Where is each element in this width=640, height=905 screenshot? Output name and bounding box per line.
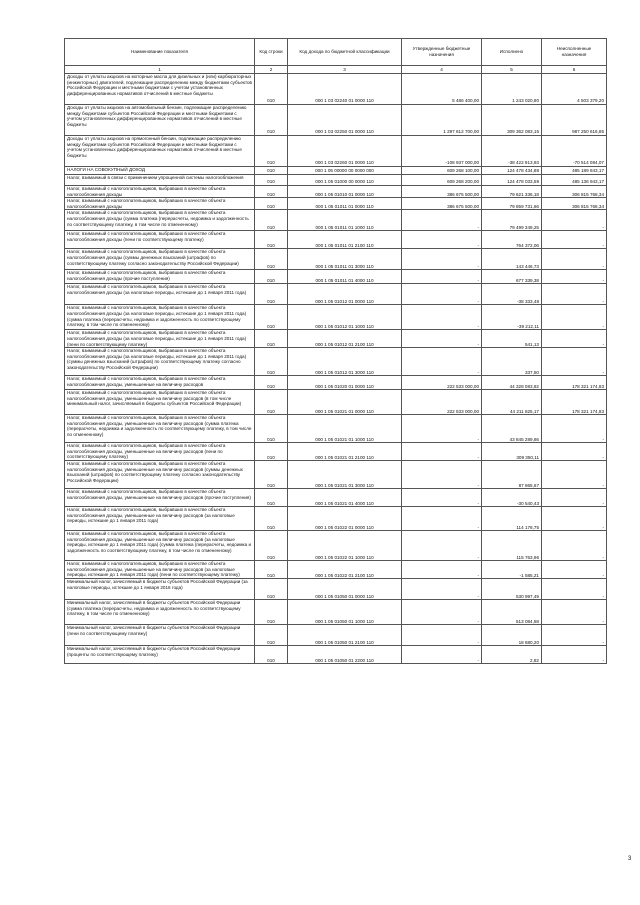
income-code: 000 1 05 01022 01 2100 110	[288, 561, 402, 579]
indicator-name: Налог, взимаемый с налогоплательщиков, выбравших в качестве объекта налогообложения доходы, уменьшенные на величину расходов (за налоговые периоды, истекшие до 1 января 2011 года) (пени по соответствующему платежу)	[65, 561, 255, 579]
approved-amount: -	[402, 305, 482, 330]
indicator-name: Налог, взимаемый с налогоплательщиков, выбравших в качестве объекта налогообложения доходы	[65, 198, 255, 210]
table-row	[65, 270, 607, 284]
line-code: 010	[255, 625, 288, 646]
unexecuted-amount: 178 321 174,83	[542, 376, 607, 390]
unexecuted-amount: 485 136 943,17	[542, 175, 607, 186]
indicator-name: Налог, взимаемый с налогоплательщиков, выбравших в качестве объекта налогообложения доходы (сумма платежа (перерасчеты, недоимка и задолженность по соответствующему платежу, в том числе по отмененному)	[65, 210, 255, 231]
column-number: 4	[402, 66, 482, 74]
executed-amount: 309 362 083,15	[482, 105, 542, 136]
table-row	[65, 167, 607, 175]
table-row	[65, 136, 607, 167]
executed-amount: 541,13	[482, 330, 542, 348]
unexecuted-amount: -	[542, 646, 607, 664]
column-number: 5	[482, 66, 542, 74]
unexecuted-amount: -	[542, 210, 607, 231]
table-row	[65, 390, 607, 415]
executed-amount: 43 845 289,86	[482, 415, 542, 443]
income-code: 000 1 05 01021 01 0000 110	[288, 390, 402, 415]
line-code: 010	[255, 348, 288, 376]
unexecuted-amount: -70 514 084,07	[542, 136, 607, 167]
approved-amount: -	[402, 415, 482, 443]
line-code: 010	[255, 415, 288, 443]
indicator-name: Минимальный налог, зачисляемый в бюджеты субъектов Российской Федерации (пени по соответствующему платежу)	[65, 625, 255, 646]
indicator-name: Налог, взимаемый с налогоплательщиков, выбравших в качестве объекта налогообложения доходы (прочие поступления)	[65, 270, 255, 284]
table-row	[65, 579, 607, 600]
table-row	[65, 489, 607, 507]
executed-amount: 44 328 083,82	[482, 376, 542, 390]
income-code: 000 1 05 01050 01 2200 110	[288, 646, 402, 664]
indicator-name: Налог, взимаемый с налогоплательщиков, выбравших в качестве объекта налогообложения доходы	[65, 186, 255, 198]
indicator-name: Налог, взимаемый с налогоплательщиков, выбравших в качестве объекта налогообложения доходы, уменьшенные на величину расходов (за налоговые периоды, истекшие до 1 января 2011 года)	[65, 507, 255, 531]
approved-amount: -	[402, 443, 482, 461]
column-number: 1	[65, 66, 255, 74]
approved-amount: 386 675 500,00	[402, 198, 482, 210]
income-code: 000 1 05 01022 01 0000 110	[288, 507, 402, 531]
approved-amount: 222 533 000,00	[402, 376, 482, 390]
income-code: 000 1 05 01011 01 0000 110	[288, 198, 402, 210]
line-code: 010	[255, 376, 288, 390]
unexecuted-amount: -	[542, 330, 607, 348]
table-row	[65, 231, 607, 249]
table-row	[65, 348, 607, 376]
executed-amount: 124 478 434,88	[482, 167, 542, 175]
approved-amount: 609 268 200,00	[402, 175, 482, 186]
approved-amount: 609 268 100,00	[402, 167, 482, 175]
income-code: 000 1 05 01021 01 4000 110	[288, 489, 402, 507]
line-code: 010	[255, 231, 288, 249]
line-code: 010	[255, 305, 288, 330]
header-line-code: Код строки	[255, 39, 288, 66]
table-row	[65, 531, 607, 561]
header-approved: Утвержденные бюджетные назначения	[402, 39, 482, 66]
line-code: 010	[255, 175, 288, 186]
executed-amount: -30 540,43	[482, 489, 542, 507]
executed-amount: 2,82	[482, 646, 542, 664]
approved-amount: -	[402, 249, 482, 270]
table-row	[65, 561, 607, 579]
line-code: 010	[255, 443, 288, 461]
line-code: 010	[255, 167, 288, 175]
income-code: 000 1 05 01050 01 1000 110	[288, 600, 402, 625]
income-code: 000 1 03 02250 01 0000 110	[288, 105, 402, 136]
line-code: 010	[255, 210, 288, 231]
header-unexecuted: Неисполненные назначения	[542, 39, 607, 66]
income-code: 000 1 05 01011 01 3000 110	[288, 249, 402, 270]
executed-amount: 677 339,38	[482, 270, 542, 284]
unexecuted-amount: -	[542, 249, 607, 270]
table-row	[65, 284, 607, 305]
approved-amount: -	[402, 348, 482, 376]
indicator-name: Минимальный налог, зачисляемый в бюджеты субъектов Российской Федерации (сумма платежа (перерасчеты, недоимка и задолженность по соответствующему платежу, в том числе по отмененному)	[65, 600, 255, 625]
table-row	[65, 443, 607, 461]
executed-amount: 1 243 020,80	[482, 74, 542, 105]
header-executed: Исполнено	[482, 39, 542, 66]
executed-amount: -38 422 913,93	[482, 136, 542, 167]
indicator-name: Налог, взимаемый с налогоплательщиков, выбравших в качестве объекта налогообложения доходы (за налоговые периоды, истекшие до 1 января 2011 года) (сумма платежа (перерасчеты, недоимка и задолженность по соответствующему платежу, в том числе по отмененному)	[65, 305, 255, 330]
executed-amount: 143 446,73	[482, 249, 542, 270]
budget-execution-table	[64, 38, 607, 664]
header-income-code: Код дохода по бюджетной классификации	[288, 39, 402, 66]
income-code: 000 1 05 01021 01 2100 110	[288, 443, 402, 461]
indicator-name: Налог, взимаемый с налогоплательщиков, выбравших в качестве объекта налогообложения доходы, уменьшенные на величину расходов (сумма платежа (перерасчеты, недоимка и задолженность по соответствующему платежу, в том числе по отмененному)	[65, 415, 255, 443]
executed-amount: 337,50	[482, 348, 542, 376]
table-row	[65, 461, 607, 489]
approved-amount: -	[402, 561, 482, 579]
executed-amount: -38 333,48	[482, 284, 542, 305]
unexecuted-amount: -	[542, 270, 607, 284]
line-code: 010	[255, 136, 288, 167]
indicator-name: Налог, взимаемый с налогоплательщиков, выбравших в качестве объекта налогообложения доходы, уменьшенные на величину расходов (прочие поступления)	[65, 489, 255, 507]
executed-amount: 114 178,75	[482, 507, 542, 531]
table-row	[65, 210, 607, 231]
table-row	[65, 198, 607, 210]
line-code: 010	[255, 489, 288, 507]
approved-amount: -	[402, 284, 482, 305]
unexecuted-amount: -	[542, 348, 607, 376]
table-header-row	[65, 39, 607, 66]
executed-amount: 79 621 336,18	[482, 186, 542, 198]
unexecuted-amount: -	[542, 625, 607, 646]
line-code: 010	[255, 270, 288, 284]
line-code: 010	[255, 646, 288, 664]
table-row	[65, 105, 607, 136]
approved-amount: -	[402, 270, 482, 284]
column-number-row	[65, 66, 607, 74]
column-number: 3	[288, 66, 402, 74]
line-code: 010	[255, 531, 288, 561]
line-code: 010	[255, 507, 288, 531]
indicator-name: Минимальный налог, зачисляемый в бюджеты субъектов Российской Федерации (за налоговые периоды, истекшие до 1 января 2016 года)	[65, 579, 255, 600]
unexecuted-amount: -	[542, 579, 607, 600]
unexecuted-amount: 987 250 616,85	[542, 105, 607, 136]
line-code: 010	[255, 74, 288, 105]
table-row	[65, 305, 607, 330]
approved-amount: -	[402, 231, 482, 249]
table-row	[65, 175, 607, 186]
unexecuted-amount: 178 321 174,83	[542, 390, 607, 415]
unexecuted-amount: -	[542, 600, 607, 625]
executed-amount: 87 865,67	[482, 461, 542, 489]
approved-amount: 5 486 400,00	[402, 74, 482, 105]
line-code: 010	[255, 198, 288, 210]
approved-amount: -	[402, 531, 482, 561]
unexecuted-amount: -	[542, 231, 607, 249]
approved-amount: 386 675 500,00	[402, 186, 482, 198]
unexecuted-amount: -	[542, 443, 607, 461]
table-row	[65, 249, 607, 270]
indicator-name: Налог, взимаемый с налогоплательщиков, выбравших в качестве объекта налогообложения доходы (за налоговые периоды, истекшие до 1 января 2011 года) (пени по соответствующему платежу)	[65, 330, 255, 348]
executed-amount: 115 763,96	[482, 531, 542, 561]
unexecuted-amount: 485 189 843,17	[542, 167, 607, 175]
income-code: 000 1 05 01000 00 0000 110	[288, 175, 402, 186]
income-code: 000 1 05 01012 01 1000 110	[288, 305, 402, 330]
indicator-name: НАЛОГИ НА СОВОКУПНЫЙ ДОХОД	[65, 167, 255, 175]
executed-amount: 764 372,06	[482, 231, 542, 249]
unexecuted-amount: -	[542, 284, 607, 305]
approved-amount: 222 533 000,00	[402, 390, 482, 415]
line-code: 010	[255, 600, 288, 625]
executed-amount: 44 211 825,17	[482, 390, 542, 415]
line-code: 010	[255, 105, 288, 136]
table-row	[65, 507, 607, 531]
unexecuted-amount: -	[542, 531, 607, 561]
table-row	[65, 74, 607, 105]
indicator-name: Налог, взимаемый с налогоплательщиков, выбравших в качестве объекта налогообложения доходы, уменьшенные на величину расходов (за налоговые периоды, истекшие до 1 января 2011 года) (сумма платежа (перерасчеты, недоимка и задолженность по соответствующему платежу, в том числе по отмененному)	[65, 531, 255, 561]
indicator-name: Налог, взимаемый с налогоплательщиков, выбравших в качестве объекта налогообложения доходы, уменьшенные на величину расходов (суммы денежных взысканий (штрафов) по соответствующему платежу согласно законодательству Российской Федерации)	[65, 461, 255, 489]
executed-amount: -1 585,21	[482, 561, 542, 579]
indicator-name: Налог, взимаемый в связи с применением упрощенной системы налогообложения	[65, 175, 255, 186]
income-code: 000 1 05 01012 01 2100 110	[288, 330, 402, 348]
income-code: 000 1 05 01050 01 2100 110	[288, 625, 402, 646]
unexecuted-amount: -	[542, 561, 607, 579]
executed-amount: 513 084,58	[482, 600, 542, 625]
executed-amount: 530 997,49	[482, 579, 542, 600]
indicator-name: Налог, взимаемый с налогоплательщиков, выбравших в качестве объекта налогообложения доходы, уменьшенные на величину расходов (в том числе минимальный налог, зачисляемый в бюджеты субъектов Российской Федерации)	[65, 390, 255, 415]
indicator-name: Налог, взимаемый с налогоплательщиков, выбравших в качестве объекта налогообложения доходы (пени по соответствующему платежу)	[65, 231, 255, 249]
approved-amount: -	[402, 461, 482, 489]
executed-amount: 79 499 349,25	[482, 210, 542, 231]
executed-amount: 79 859 731,66	[482, 198, 542, 210]
income-code: 000 1 05 01021 01 3000 110	[288, 461, 402, 489]
approved-amount: -	[402, 646, 482, 664]
line-code: 010	[255, 461, 288, 489]
income-code: 000 1 05 01011 01 4000 110	[288, 270, 402, 284]
unexecuted-amount: -	[542, 305, 607, 330]
line-code: 010	[255, 284, 288, 305]
income-code: 000 1 05 01011 01 1000 110	[288, 210, 402, 231]
line-code: 010	[255, 561, 288, 579]
table-row	[65, 600, 607, 625]
approved-amount: -	[402, 579, 482, 600]
income-code: 000 1 05 01020 01 0000 110	[288, 376, 402, 390]
income-code: 000 1 03 02240 01 0000 110	[288, 74, 402, 105]
approved-amount: -108 937 000,00	[402, 136, 482, 167]
approved-amount: -	[402, 330, 482, 348]
line-code: 010	[255, 390, 288, 415]
table-row	[65, 646, 607, 664]
income-code: 000 1 05 01022 01 1000 110	[288, 531, 402, 561]
indicator-name: Доходы от уплаты акцизов на автомобильный бензин, подлежащие распределению между бюджетами субъектов Российской Федерации и местными бюджетами с учетом установленных дифференцированных нормативов отчислений в местные бюджеты	[65, 105, 255, 136]
indicator-name: Налог, взимаемый с налогоплательщиков, выбравших в качестве объекта налогообложения доходы, уменьшенные на величину расходов (пени по соответствующему платежу)	[65, 443, 255, 461]
unexecuted-amount: -	[542, 489, 607, 507]
approved-amount: -	[402, 489, 482, 507]
line-code: 010	[255, 186, 288, 198]
approved-amount: -	[402, 507, 482, 531]
column-number: 6	[542, 66, 607, 74]
income-code: 000 1 05 01021 01 1000 110	[288, 415, 402, 443]
header-indicator-name: Наименование показателя	[65, 39, 255, 66]
indicator-name: Налог, взимаемый с налогоплательщиков, выбравших в качестве объекта налогообложения доходы, уменьшенные на величину расходов	[65, 376, 255, 390]
unexecuted-amount: 4 503 379,20	[542, 74, 607, 105]
column-number: 2	[255, 66, 288, 74]
table-row	[65, 330, 607, 348]
approved-amount: -	[402, 625, 482, 646]
income-code: 000 1 05 01012 01 0000 110	[288, 284, 402, 305]
line-code: 010	[255, 579, 288, 600]
indicator-name: Налог, взимаемый с налогоплательщиков, выбравших в качестве объекта налогообложения доходы (за налоговые периоды, истекшие до 1 января 2011 года)	[65, 284, 255, 305]
page-number: 3	[628, 856, 632, 862]
executed-amount: 309 350,11	[482, 443, 542, 461]
line-code: 010	[255, 330, 288, 348]
unexecuted-amount: -	[542, 461, 607, 489]
table-row	[65, 186, 607, 198]
income-code: 000 1 05 01010 01 0000 110	[288, 186, 402, 198]
indicator-name: Минимальный налог, зачисляемый в бюджеты субъектов Российской Федерации (проценты по соответствующему платежу)	[65, 646, 255, 664]
unexecuted-amount: 306 815 768,34	[542, 186, 607, 198]
executed-amount: -39 212,11	[482, 305, 542, 330]
unexecuted-amount: -	[542, 507, 607, 531]
income-code: 000 1 05 01011 01 2100 110	[288, 231, 402, 249]
approved-amount: -	[402, 600, 482, 625]
income-code: 000 1 05 00000 00 0000 000	[288, 167, 402, 175]
indicator-name: Доходы от уплаты акцизов на моторные масла для дизельных и (или) карбюраторных (инжекторных) двигателей, подлежащие распределению между бюджетами субъектов Российской Федерации и местными бюджетами с учетом установленных дифференцированных нормативов отчислений в местные бюджеты	[65, 74, 255, 105]
income-code: 000 1 05 01050 01 0000 110	[288, 579, 402, 600]
approved-amount: -	[402, 210, 482, 231]
indicator-name: Доходы от уплаты акцизов на прямогонный бензин, подлежащие распределению между бюджетами субъектов Российской Федерации и местными бюджетами с учетом установленных дифференцированных нормативов отчислений в местные бюджеты	[65, 136, 255, 167]
unexecuted-amount: 306 815 768,34	[542, 198, 607, 210]
income-code: 000 1 05 01012 01 3000 110	[288, 348, 402, 376]
indicator-name: Налог, взимаемый с налогоплательщиков, выбравших в качестве объекта налогообложения доходы (суммы денежных взысканий (штрафов) по соответствующему платежу согласно законодательству Российской Федерации)	[65, 249, 255, 270]
approved-amount: 1 297 612 700,00	[402, 105, 482, 136]
unexecuted-amount: -	[542, 415, 607, 443]
line-code: 010	[255, 249, 288, 270]
table-row	[65, 415, 607, 443]
executed-amount: 18 680,20	[482, 625, 542, 646]
table-row	[65, 376, 607, 390]
table-row	[65, 625, 607, 646]
income-code: 000 1 03 02260 01 0000 110	[288, 136, 402, 167]
indicator-name: Налог, взимаемый с налогоплательщиков, выбравших в качестве объекта налогообложения доходы (за налоговые периоды, истекшие до 1 января 2011 года) (суммы денежных взысканий (штрафов) по соответствующему платежу согласно законодательству Российской Федерации)	[65, 348, 255, 376]
executed-amount: 124 478 033,59	[482, 175, 542, 186]
